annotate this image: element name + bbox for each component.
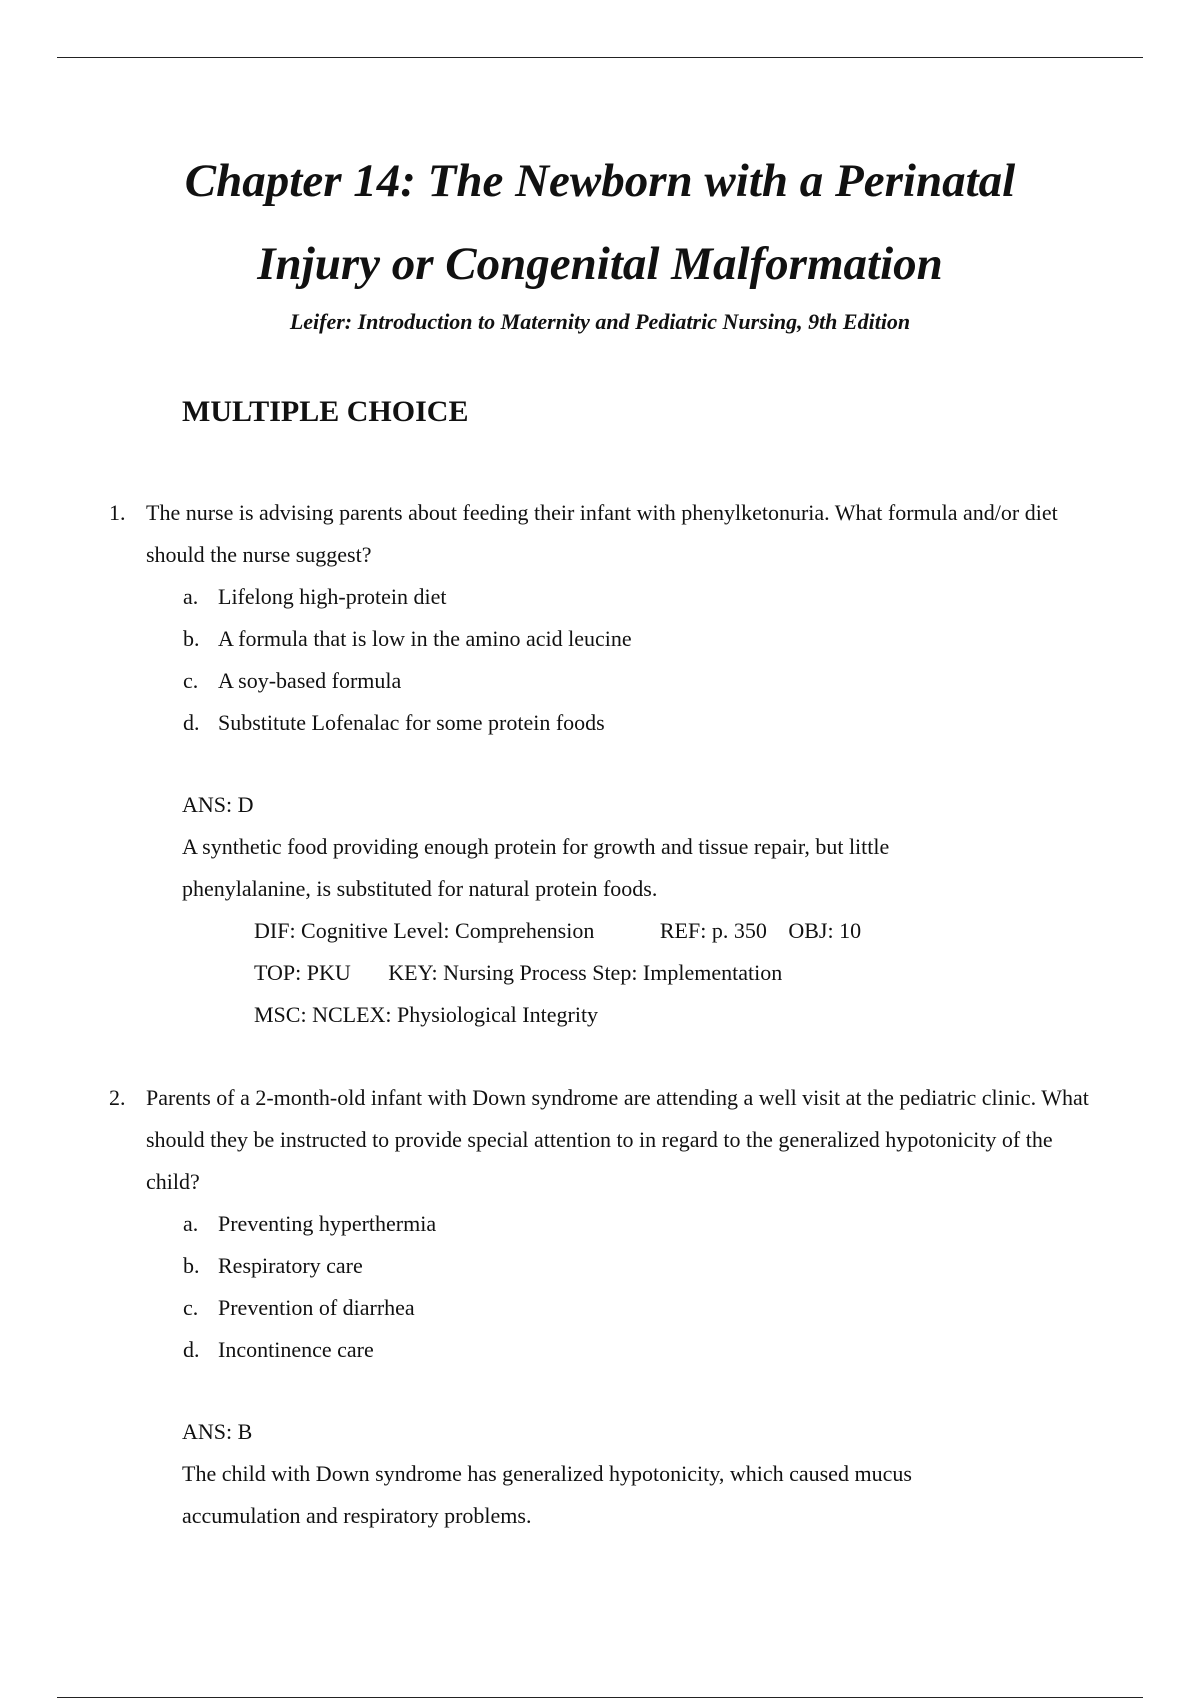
objective: OBJ: 10 — [788, 918, 862, 943]
page-reference: REF: p. 350 — [659, 918, 767, 943]
metadata-line-2 — [254, 952, 1200, 994]
option-text: Preventing hyperthermia — [218, 1211, 437, 1236]
option-text: Lifelong high-protein diet — [218, 584, 447, 609]
bottom-rule — [57, 1697, 1143, 1698]
question-stem — [109, 1077, 1091, 1203]
option-b — [183, 618, 1200, 660]
answer-key: ANS: D — [182, 792, 254, 817]
option-letter: d. — [183, 710, 200, 735]
chapter-title — [0, 140, 1200, 306]
option-letter: c. — [183, 668, 199, 693]
option-letter: a. — [183, 1211, 199, 1236]
option-text: A soy-based formula — [218, 668, 402, 693]
metadata-line-1 — [254, 910, 1200, 952]
option-text: Respiratory care — [218, 1253, 363, 1278]
section-heading: MULTIPLE CHOICE — [182, 395, 469, 428]
option-b — [183, 1245, 1200, 1287]
option-c — [183, 660, 1200, 702]
question-stem — [109, 492, 1091, 576]
option-text: Substitute Lofenalac for some protein foods — [218, 710, 605, 735]
option-d — [183, 1329, 1200, 1371]
chapter-title-line-2: Injury or Congenital Malformation — [257, 238, 943, 290]
answer-options — [0, 576, 1200, 744]
answer-options — [0, 1203, 1200, 1371]
option-text: Prevention of diarrhea — [218, 1295, 415, 1320]
top-rule — [57, 57, 1143, 58]
option-a — [183, 576, 1200, 618]
option-c — [183, 1287, 1200, 1329]
option-letter: b. — [183, 1253, 200, 1278]
option-d — [183, 702, 1200, 744]
option-letter: c. — [183, 1295, 199, 1320]
book-subtitle: Leifer: Introduction to Maternity and Pediatric Nursing, 9th Edition — [289, 309, 911, 334]
chapter-title-line-1: Chapter 14: The Newborn with a Perinatal — [184, 155, 1016, 207]
option-text: Incontinence care — [218, 1337, 374, 1362]
topic: TOP: PKU — [254, 960, 351, 985]
question-1 — [0, 492, 1200, 1036]
answer-rationale: A synthetic food providing enough protein for growth and tissue repair, but little phenylalanine, is substituted for natural protein foods. — [182, 834, 890, 901]
option-text: A formula that is low in the amino acid leucine — [218, 626, 632, 651]
nclex-category: MSC: NCLEX: Physiological Integrity — [254, 1002, 599, 1027]
option-letter: d. — [183, 1337, 200, 1362]
answer-rationale: The child with Down syndrome has generalized hypotonicity, which caused mucus accumulation and respiratory problems. — [182, 1461, 912, 1528]
question-number: 2. — [109, 1085, 126, 1110]
difficulty-level: DIF: Cognitive Level: Comprehension — [254, 918, 595, 943]
option-letter: b. — [183, 626, 200, 651]
question-text: The nurse is advising parents about feeding their infant with phenylketonuria. What formula and/or diet should the nurse suggest? — [146, 500, 1058, 567]
option-letter: a. — [183, 584, 199, 609]
question-2 — [0, 1077, 1200, 1537]
option-a — [183, 1203, 1200, 1245]
question-number: 1. — [109, 500, 126, 525]
key-step: KEY: Nursing Process Step: Implementation — [388, 960, 783, 985]
metadata-line-3 — [254, 994, 1200, 1036]
answer-key: ANS: B — [182, 1419, 253, 1444]
question-text: Parents of a 2-month-old infant with Down syndrome are attending a well visit at the pediatric clinic. What should they be instructed to provide special attention to in regard to the generalized hypotonicity of the child? — [146, 1085, 1089, 1194]
